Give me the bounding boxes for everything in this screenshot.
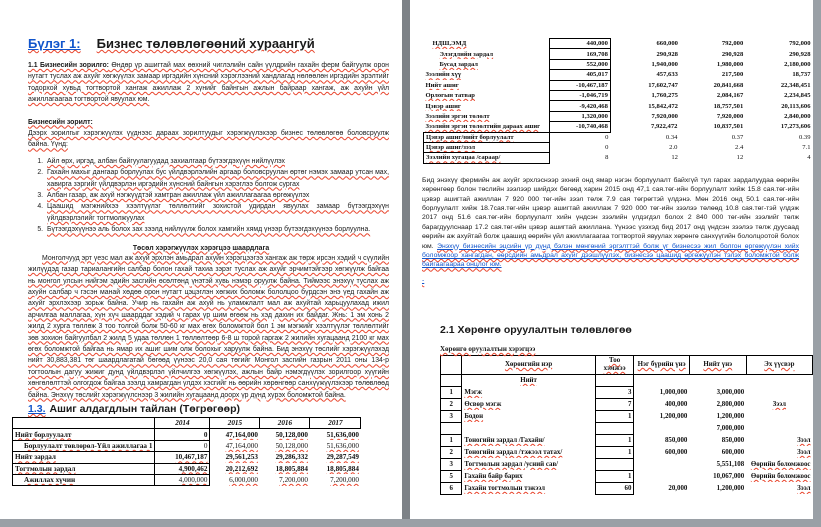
pl-value: 29,287,549 — [326, 453, 359, 462]
inv-qty — [595, 422, 634, 434]
pl2-value: 7,920,000 — [651, 112, 678, 120]
pl-value: 20,212,692 — [225, 464, 258, 473]
inv-name: Өсвөр мэгж — [464, 400, 502, 408]
inv-source — [746, 386, 812, 398]
inv-unit: 1,200,000 — [659, 412, 688, 420]
pl2-value: 0.34 — [665, 133, 678, 141]
pl2-row-label: Зээлийн эргэн төлөлтийн дараах ашиг — [425, 123, 541, 131]
inv-qty: 7 — [595, 398, 634, 410]
inv-name: Гахайн тогтмолын тэжээл — [464, 484, 546, 492]
objective-item: 2. Гахайн махыг дангаар борлуулах бус үйлдвэрлэлийн аргаар боловсруулан өртөг нэмэх замаар утсан мах, хавирга зэргийг үйлдвэрлэн иргэдийн хүнсний байнгын хэрэглээ болгож сургах — [45, 167, 389, 190]
pl2-value: 290,928 — [721, 50, 744, 58]
inv-no: 6 — [441, 482, 462, 494]
objective-item: 1. Айл өрх, иргэд, албан байгуулагуудад захиалгаар бүтээгдэхүүн нийлүүлэх — [45, 156, 389, 167]
pl2-row-label: Зээлийн хугацаа /сараар/ — [424, 153, 550, 163]
pl2-value: 792,000 — [721, 40, 744, 48]
objective-item: 5. Бүтээгдэхүүнээ аль болох зах зээлд нийлүүлж болох хамгийн хямд үнээр бүтээгдэхүүнээ борлуулна. — [45, 224, 389, 235]
pl2-value: 169,708 — [549, 49, 610, 59]
inv-no: 5 — [441, 470, 462, 482]
inv-source — [746, 374, 812, 386]
inv-total: 5,551,108 — [716, 460, 745, 468]
inv-name: Бодон — [464, 412, 484, 420]
pl-row-label: Ажиллах хүчин — [13, 474, 155, 485]
profit-loss-table-continued — [423, 38, 813, 164]
objective-item: 3. Албан газар, аж ахуй нэгжүүдтэй хамтран ажиллаж үйл ажиллагаагаа өргөжүүлэх — [45, 190, 389, 201]
section-2-1-title: Хөрөнгө оруулалтын төлөвлөгөө — [457, 323, 632, 336]
inv-source — [746, 422, 812, 434]
section-1-3-number-wrap — [28, 403, 46, 415]
page-gap — [402, 0, 410, 519]
pl2-value: 7,920,000 — [716, 112, 744, 120]
inv-unit: 1,000,000 — [659, 388, 688, 396]
pl-value: 51,636,000 — [326, 430, 359, 439]
pl2-value: 290,928 — [656, 50, 678, 58]
pl-value: 29,561,253 — [225, 453, 258, 462]
inv-header-source: Эх үүсвэр — [746, 355, 812, 374]
pl-value: 18,805,884 — [275, 464, 308, 473]
objectives-heading: Бизнесийн зорилт: — [28, 118, 93, 126]
pl2-row-label: Бусад зардал — [439, 60, 478, 68]
inv-source: Өөрийн боломжоос — [750, 460, 811, 468]
pl2-value: 18,737 — [792, 71, 811, 79]
pl2-row-label: Орлогын татвар — [425, 92, 475, 100]
pl-year-header: 2017 — [310, 417, 361, 428]
section-2-1-number: 2.1 — [440, 323, 455, 336]
pl2-value: -10,740,468 — [549, 122, 610, 132]
goal-text: Өндөр үр ашигтай мах өөхний чиглэлийн сайн үүлдрийн гахайн ферм байгуулж орон нутагт туслах аж ахуйг хөгжүүлэх замаар иргэдийн хүнсний хэрэглээний хандлагад нөлөөлөн иргэдийн эрэлтийг тодорхой хувьд тогтвортой хангаж ажиллаж 2 хүнийг байнгын ажлын байраар хангаж, аж ахуйн үйл ажиллагаагаа тогтвортой явуулах юм. — [28, 62, 389, 104]
pl2-value: 2.4 — [735, 144, 744, 152]
pl-value: 0 — [155, 429, 210, 440]
inv-source: Зээл — [797, 436, 811, 444]
inv-qty: 1 — [595, 470, 634, 482]
pl2-value: 20,113,606 — [781, 102, 811, 110]
inv-name: Гахайн байр барих — [464, 472, 523, 480]
summary-link[interactable]: Энэхүү бизнесийн эцсийн үр дүнд бэлэн мөнгөний эргэлттэй болж үг бизнесээ жил болгон өргөжүүлэн хийх боломжоор хангагдан, өөрсдийн амьдрал ахуйг дээшлүүлэх, бизнесээ цаашид өргөжүүлэн тэлэх боломжтой болж байгаагаараа онцлог юм. — [422, 242, 799, 269]
pl-header-empty — [13, 417, 155, 428]
pl2-value: 8 — [605, 154, 609, 162]
section-1-3-title: Ашиг алдагдлын тайлан (Төгрөгөөр) — [49, 402, 240, 415]
inv-source: Зээл — [772, 400, 787, 408]
pl2-value: 17,273,606 — [780, 123, 811, 131]
pl2-value: 12 — [671, 154, 678, 162]
chapter-number-wrap — [28, 36, 81, 51]
inv-header-name: Хөрөнгийн нэр — [462, 355, 595, 374]
pl2-value: 4 — [807, 154, 811, 162]
need-heading: Төсөл хэрэгжүүлэх хэрэгцээ шаардлага — [132, 244, 270, 252]
inv-name — [462, 422, 595, 434]
pl2-value: 0 — [605, 133, 609, 141]
pl2-value: 2,180,000 — [784, 60, 811, 68]
pl-year-header: 2016 — [260, 417, 310, 428]
pl2-value: 2.0 — [669, 144, 678, 152]
inv-header-qty: Тоо хэмжээ — [595, 355, 634, 374]
pl-row-label: Нийт зардал — [13, 452, 155, 463]
pl-value: 50,128,000 — [275, 430, 308, 439]
inv-qty: 1 — [595, 446, 634, 458]
inv-unit — [634, 374, 689, 386]
pl-row-label: Нийт борлуулалт — [13, 429, 155, 440]
section-1-3-number-link[interactable]: 1.3. — [28, 402, 46, 415]
summary-link-wrap — [422, 243, 799, 269]
pl2-value: 12 — [736, 154, 744, 162]
inv-no: 2 — [441, 446, 462, 458]
inv-no — [441, 374, 462, 386]
pl2-value: 20,841,668 — [713, 81, 744, 89]
inv-qty: 3 — [595, 386, 634, 398]
pl2-value: 22,348,451 — [780, 81, 811, 89]
business-goal-paragraph — [28, 60, 389, 106]
inv-no: 1 — [441, 434, 462, 446]
desk-background-strip — [0, 519, 821, 527]
objectives-intro: Дээрх зорилгыг хэрэгжүүлэх үүднээс дараах зорилтуудыг хэрэгжүүлэхээр бизнес төлөвлөгөө боловсруулж байна. Үүнд: — [28, 130, 389, 149]
pl-value: 47,164,000 — [225, 430, 258, 439]
inv-name: Тоногийн зардал /тэжээл татах/ — [464, 448, 563, 456]
inv-qty: 60 — [595, 482, 634, 494]
inv-unit — [634, 458, 689, 470]
pl-value: 7,200,000 — [330, 476, 359, 485]
inv-header-no — [441, 355, 462, 374]
pl2-row-label: Цэвэр ашиг — [425, 102, 461, 110]
pl2-row-label: Нийт ашиг — [425, 81, 459, 89]
inv-qty: 1 — [595, 410, 634, 422]
pl-value: 50,128,000 — [275, 441, 308, 450]
pl2-value: 405,017 — [549, 70, 610, 80]
chapter-number-link[interactable]: Бүлэг 1: — [28, 36, 81, 51]
section-2-1-heading — [440, 324, 813, 336]
investment-table-caption: Хөрөнгө оруулалтын хэрэгцээ — [440, 344, 536, 353]
pl2-row-label: Элэгдлийн зардал — [439, 50, 494, 58]
inv-no: 2 — [441, 398, 462, 410]
stray-dash — [422, 277, 813, 284]
pl2-value: 660,000 — [656, 40, 678, 48]
chapter-title — [28, 36, 389, 51]
inv-qty — [595, 458, 634, 470]
inv-unit: 400,000 — [664, 400, 688, 408]
inv-total — [689, 374, 746, 386]
pl2-value: 0.39 — [798, 133, 811, 141]
pl-value: 0 — [155, 440, 210, 451]
inv-no: 1 — [441, 386, 462, 398]
pl2-row-label: Зээлийн эргэн төлөлт — [425, 112, 490, 120]
inv-header-unit: Нэг бүрийн үнэ — [634, 355, 689, 374]
inv-total: 3,000,000 — [716, 388, 745, 396]
pl2-value: 1,940,000 — [651, 60, 678, 68]
inv-total: 850,000 — [721, 436, 745, 444]
pl2-value: 18,757,501 — [713, 102, 744, 110]
pl-row-label: Тогтмолын зардал — [13, 463, 155, 474]
inv-unit — [634, 470, 689, 482]
pl2-row-label: Цэвэр ашиг/нийт борлуулалт — [424, 132, 550, 142]
pl2-value: 2,840,000 — [784, 112, 811, 120]
pl2-value: 15,842,472 — [648, 102, 678, 110]
pl2-value: 10,837,501 — [713, 123, 744, 131]
inv-name: Тоногийн зардал /Гахайн/ — [464, 436, 545, 444]
inv-source — [746, 410, 812, 422]
pl2-row-label: Цэвэр ашиг/зээл — [424, 142, 550, 152]
inv-total: 7,000,000 — [716, 424, 745, 432]
inv-total: 2,800,000 — [716, 400, 745, 408]
inv-unit: 600,000 — [664, 448, 688, 456]
inv-no: 3 — [441, 410, 462, 422]
financial-summary-paragraph — [422, 176, 799, 270]
pl2-value: 2,234,845 — [784, 92, 811, 100]
inv-total: 10,067,000 — [713, 472, 745, 480]
pl2-value: 0 — [605, 144, 609, 152]
pl-value: 6,000,000 — [229, 476, 258, 485]
pl-value: 4,000,000 — [155, 474, 210, 485]
inv-qty: 1 — [595, 434, 634, 446]
pl2-row-label: Зээлийн хүү — [425, 71, 462, 79]
pl2-value: -9,420,468 — [549, 101, 610, 111]
inv-unit: 850,000 — [664, 436, 688, 444]
pl-value: 18,805,884 — [326, 464, 359, 473]
pl2-value: 792,000 — [789, 40, 811, 48]
pl-value: 4,900,462 — [155, 463, 210, 474]
document-page-1 — [0, 0, 402, 519]
pl2-value: 1,980,000 — [716, 60, 744, 68]
pl2-value: 17,602,747 — [648, 81, 678, 89]
pl2-value: 440,000 — [549, 39, 610, 49]
inv-source: Зээл — [797, 484, 811, 492]
inv-header-total: Нийт үнэ — [689, 355, 746, 374]
pl-year-header: 2014 — [155, 417, 210, 428]
inv-name: Мэгж — [464, 388, 483, 396]
document-page-2 — [410, 0, 813, 519]
pl2-value: 0.37 — [731, 133, 744, 141]
need-paragraph: Монголчууд эрт үеэс мал аж ахуй эрхлэн амьдрал ахуйн хэрэгцээгээ хангаж аж төрж ирсэн хэдий ч сүүлийн жилүүдэд газар тариалангийн салбар болон гахай тахиа зэрэг туслах аж ахуйг эрчимтэйгээр хөгжүүлж байгаа нь монгол улсын нийгэм эдийн засгийн өсөлтөнд үнэтэй хувь нэмэр оруулж байна. Тиймээс энэхүү туслах аж ахуйн салбар ч гэсэн манай хөдөө орон нутагт цэцэглэн хөгжих боломж бололцоо бүрдсэн энэ үед гахайн аж ахуйг эрхлэхээр зорьж байна. Учир нь гахайн аж ахуй нь уламжлалт мал аж ахуйтай харьцуулахад ижил арчилгаа маллагаа, хүн хүч шаарддаг хэдий ч гарах үр шим өгөөж нь хэд дахин их байдаг. Жнь: 1 эм хонь 2 жилд 2 хурга төллөж 3 тоо толгой болж 50-60 кг мах өгөх боломжтой бол 1 эм мэгжийг хээлтүүлэг төллөлтийг зөв зохион байгуулбал 2 жилд 5 удаа төллөн 1 төллөлтөөр 6-8 ш торой гаргаж 2 жилийн хугацаанд 2100 кг мах өгөх боломжтой байгаа нь ямар их ашиг шим олж болохыг харуулж байна. Бид энэхүү төслийг хэрэгжүүлэхэд нийт 30,883,381 төг шаардлагатай бөгөөд үүнээс 20,0 сая төгийг Монгол засгийн газрын 2011 оны 134-р тогтоолын дагуу жижиг дунд үйлдвэрлэл үйлчилгээ хөгжүүлэх, ажлын байр нэмэгдүүлэх зорилгоор хүүгийн хөнгөлөлттэй олгогдож байгаа зээлд хамрагдан үлдэх хэсгийг нь өөрийн хөрөнгөөр санхүүжүүлэхээр төлөвлөөд байна. Энэхүү төслийг хэрэгжүүлснээр 3 жилийн хугацаанд доорх үр дүнд хүрэх боломжтой байна. — [28, 254, 389, 399]
pl2-value: 2,084,167 — [716, 92, 744, 100]
objectives-list — [28, 156, 389, 236]
inv-source: Зээл — [797, 448, 811, 456]
section-1-3-heading — [28, 403, 389, 415]
pl-value: 29,286,332 — [275, 453, 308, 462]
pl2-value: -10,467,187 — [549, 80, 610, 90]
goal-lead: 1.1 Бизнесийн зорилго: — [28, 62, 109, 69]
pl-year-header: 2015 — [210, 417, 260, 428]
pl2-value: 1,760,275 — [651, 92, 678, 100]
pl-value: 51,636,000 — [326, 441, 359, 450]
stray-dash-mark: - — [422, 276, 425, 284]
inv-total: 1,200,000 — [716, 412, 745, 420]
inv-no — [441, 422, 462, 434]
pl2-value: 457,633 — [656, 71, 678, 79]
objective-item: 4. Цаашид мэгжнийхээ хээлтүүлэг төллөлтийг зохистой удирдан явуулах замаар бүтээгдэхүүн үйлдвэрлэлийг тогтмолжуулах — [45, 201, 389, 224]
inv-total: 1,200,000 — [716, 484, 745, 492]
pl2-value: -1,046,719 — [549, 90, 610, 100]
pl-row-label: Борлуулалт төвлөрөл-Үйл ажиллагаа 1 — [13, 440, 155, 451]
profit-loss-table-page1 — [12, 417, 361, 486]
pl2-value: 7,922,472 — [651, 123, 678, 131]
investment-table — [440, 355, 813, 495]
pl-value: 47,164,000 — [225, 441, 258, 450]
pl-value: 10,467,187 — [155, 452, 210, 463]
pl2-row-label: НДШ,ЭМД — [432, 40, 467, 48]
pl2-value: 217,500 — [721, 71, 744, 79]
pl2-value: 1,320,000 — [549, 111, 610, 121]
inv-unit — [634, 422, 689, 434]
pl2-value: 552,000 — [549, 59, 610, 69]
chapter-title-text: Бизнес төлөвлөгөөний хураангуй — [96, 36, 315, 51]
inv-total: 600,000 — [721, 448, 745, 456]
inv-source: Өөрийн боломжоос — [750, 472, 811, 480]
inv-unit: 20,000 — [668, 484, 688, 492]
inv-name: Тогтмолын зардал /усний сав/ — [464, 460, 559, 468]
pl2-value: 290,928 — [789, 50, 811, 58]
pl2-value: 7.1 — [802, 144, 811, 152]
inv-name: Нийт — [520, 377, 537, 384]
inv-no: 3 — [441, 458, 462, 470]
inv-qty — [595, 374, 634, 386]
pl-value: 7,200,000 — [279, 476, 308, 485]
summary-text: Бид энэхүү фермийн аж ахуйг эрхлэснээр эхний онд ямар нэгэн борлуулалт байхгүй тул гарах зардалуудаа өөрийн хөрөнгөөр болон төслийн зээлээр шийдэх бөгөөд харин 2015 онд 47,1 сая.төг-ийн борлуулалт хийж 15.8 сая.төг-ийн цэвэр ашигтай ажиллан 7 920 000 төг-ийн зээл төлж 7.9 сая төгрөгтэй үлдэнэ. Мөн 2016 онд 50.1 сая.төг-ийн борлуулалт хийж 18.7сая.төг-ийн цэвэр ашигтай ажиллаж 7 920 000 төг-ийн зээлээ төлөөд 10.8 сая.төг-тэй үлдэж 2017 онд 51.6 сая.төг-ийн борлуулалт хийн үндсэн зээлийн үлдэгдэл болох 2 840 000 төг-ийн зээлийг төлж барагдуулснаар 17.2 сая.төг-ийн цэвэр ашигтай ажиллана. Үүнээс үзэхэд бид 2017 онд үндсэн зээлээ төлж дуусаад өөрийн аж ахуйтай болж цаашид өөрийн үйл ажиллагаагаа тогтвортой явуулах хөрөнгө санхүүгийн бололцоотой болох юм. — [422, 176, 799, 250]
